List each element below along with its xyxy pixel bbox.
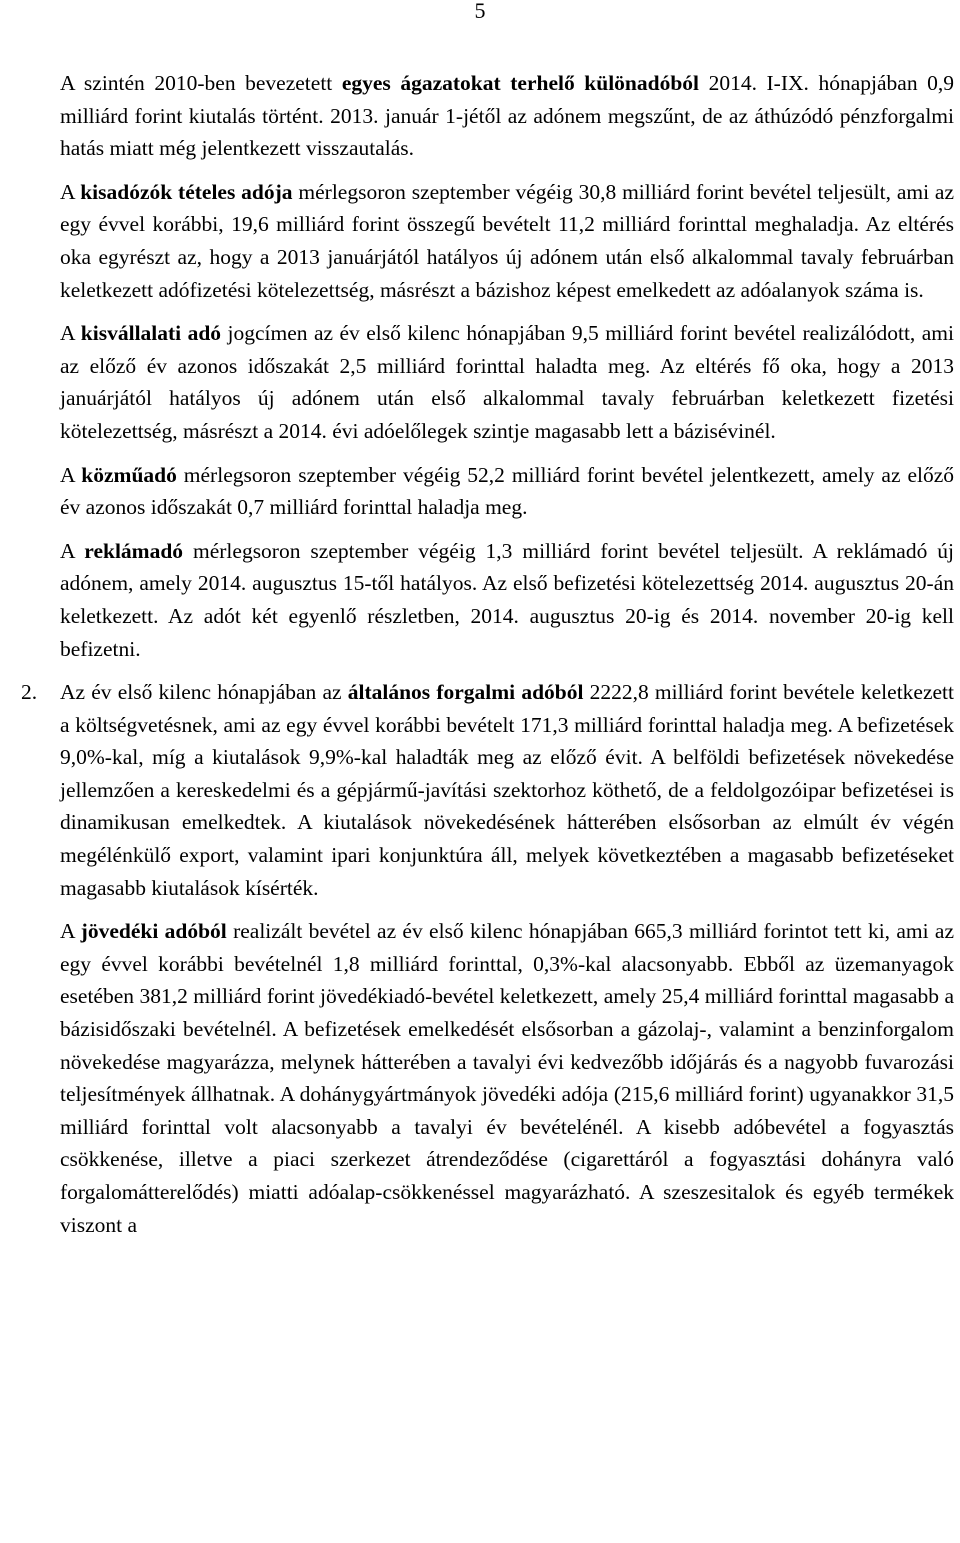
paragraph-text: mérlegsoron szeptember végéig 30,8 milliárd forint bevétel teljesült, ami az egy évvel korábbi, 19,6 milliárd forint összegű bevételt 11,2 milliárd forinttal meghaladja. Az eltérés oka egyrészt az, hogy a 2013 januárjától hatályos új adónem után első alkalommal tavaly februárban keletkezett adófizetési kötelezettség, másrészt a bázishoz képest emelkedett az adóalanyok száma is.	[60, 179, 954, 302]
paragraph-text: A	[60, 321, 81, 346]
bold-term-kisadozok: kisadózók tételes adója	[80, 179, 293, 204]
paragraph-text: 2014. I-IX. hónapjában 0,9 milliárd forint kiutalás történt. 2013. január 1-jétől az adónem megszűnt, de az áthúzódó pénzforgalmi hatás miatt még jelentkezett visszautalás.	[60, 71, 955, 161]
bold-term-kisvallalati: kisvállalati adó	[80, 321, 222, 346]
paragraph-text: A	[60, 538, 85, 563]
page-number: 5	[474, 0, 486, 23]
paragraph-kozmuado	[60, 459, 954, 524]
document-body	[21, 67, 955, 1252]
paragraph-text: mérlegsoron szeptember végéig 52,2 milliárd forint bevétel jelentkezett, amely az előző év azonos időszakát 0,7 milliárd forinttal haladja meg.	[60, 462, 954, 520]
bold-term-jovedeki: jövedéki adóból	[80, 919, 227, 944]
paragraph-kulonado	[60, 67, 954, 165]
paragraph-kisadozok	[60, 176, 954, 306]
paragraph-afa	[21, 676, 954, 904]
paragraph-text: 2222,8 milliárd forint bevétele keletkezett a költségvetésnek, ami az egy évvel korábbi bevételt 171,3 milliárd forinttal haladja meg. A befizetések 9,0%-kal, míg a kiutalások 9,9%-kal haladták meg az előző évit. A belföldi befizetések növekedése jellemzően a kereskedelmi és a gépjármű-javítási szektorhoz köthető, de a feldolgozóipar befizetései is dinamikusan emelkedtek. A kiutalások növekedésének hátterében elsősorban az elmúlt év végén megélénkülő export, valamint ipari konjunktúra áll, melyek következtében a magasabb befizetéseket magasabb kiutalások kísérték.	[60, 680, 954, 900]
paragraph-text: jogcímen az év első kilenc hónapjában 9,5 milliárd forint bevétel realizálódott, ami az előző év azonos időszakát 2,5 milliárd forinttal haladta meg. Az eltérés fő oka, hogy a 2013 januárjától hatályos új adónem után első alkalommal tavaly februárban keletkezett fizetési kötelezettség, másrészt a 2014. évi adóelőlegek szintje magasabb lett a bázisévinél.	[60, 321, 954, 443]
paragraph-text: mérlegsoron szeptember végéig 1,3 milliárd forint bevétel teljesült. A reklámadó új adónem, amely 2014. augusztus 15-től hatályos. Az első befizetési kötelezettség 2014. augusztus 20-án keletkezett. Az adót két egyenlő részletben, 2014. augusztus 20-ig és 2014. november 20-ig kell befizetni.	[60, 538, 955, 661]
paragraph-text: realizált bevétel az év első kilenc hónapjában 665,3 milliárd forintot tett ki, ami az egy évvel korábbi bevételnél 1,8 milliárd forinttal, 0,3%-kal alacsonyabb. Ebből az üzemanyagok esetében 381,2 milliárd forint jövedékiadó-bevétel keletkezett, amely 25,4 milliárd forinttal magasabb a bázisidőszaki bevételnél. A befizetések emelkedését elsősorban a gázolaj-, valamint a benzinforgalom növekedése magyarázza, melynek hátterében a tavalyi évi kedvezőbb időjárás és a nagyobb fuvarozási teljesítmények állhatnak. A dohánygyártmányok jövedéki adója (215,6 milliárd forint) ugyanakkor 31,5 milliárd forinttal volt alacsonyabb a tavalyi év bevételénél. A kisebb adóbevétel a fogyasztás csökkenése, illetve a piaci szerkezet átrendeződése (cigarettáról a fogyasztási dohányra való forgalomátterelődés) miatti adóalap-csökkenéssel magyarázható. A szeszesitalok és egyéb termékek viszont a	[60, 919, 955, 1237]
paragraph-text: Az év első kilenc hónapjában az	[60, 680, 348, 705]
list-number: 2.	[21, 680, 38, 705]
paragraph-text: A	[60, 462, 82, 487]
paragraph-jovedeki	[60, 915, 954, 1241]
bold-term-afa: általános forgalmi adóból	[347, 680, 584, 705]
bold-term-kozmuado: közműadó	[81, 462, 177, 487]
paragraph-text: A	[60, 179, 81, 204]
bold-term-kulonado: egyes ágazatokat terhelő különadóból	[341, 71, 700, 95]
paragraph-kisvallalati	[60, 317, 954, 447]
paragraph-reklamado	[60, 535, 954, 665]
paragraph-text: A	[60, 919, 81, 944]
paragraph-text: A szintén 2010-ben bevezetett	[60, 71, 342, 95]
bold-term-reklamado: reklámadó	[84, 538, 184, 563]
